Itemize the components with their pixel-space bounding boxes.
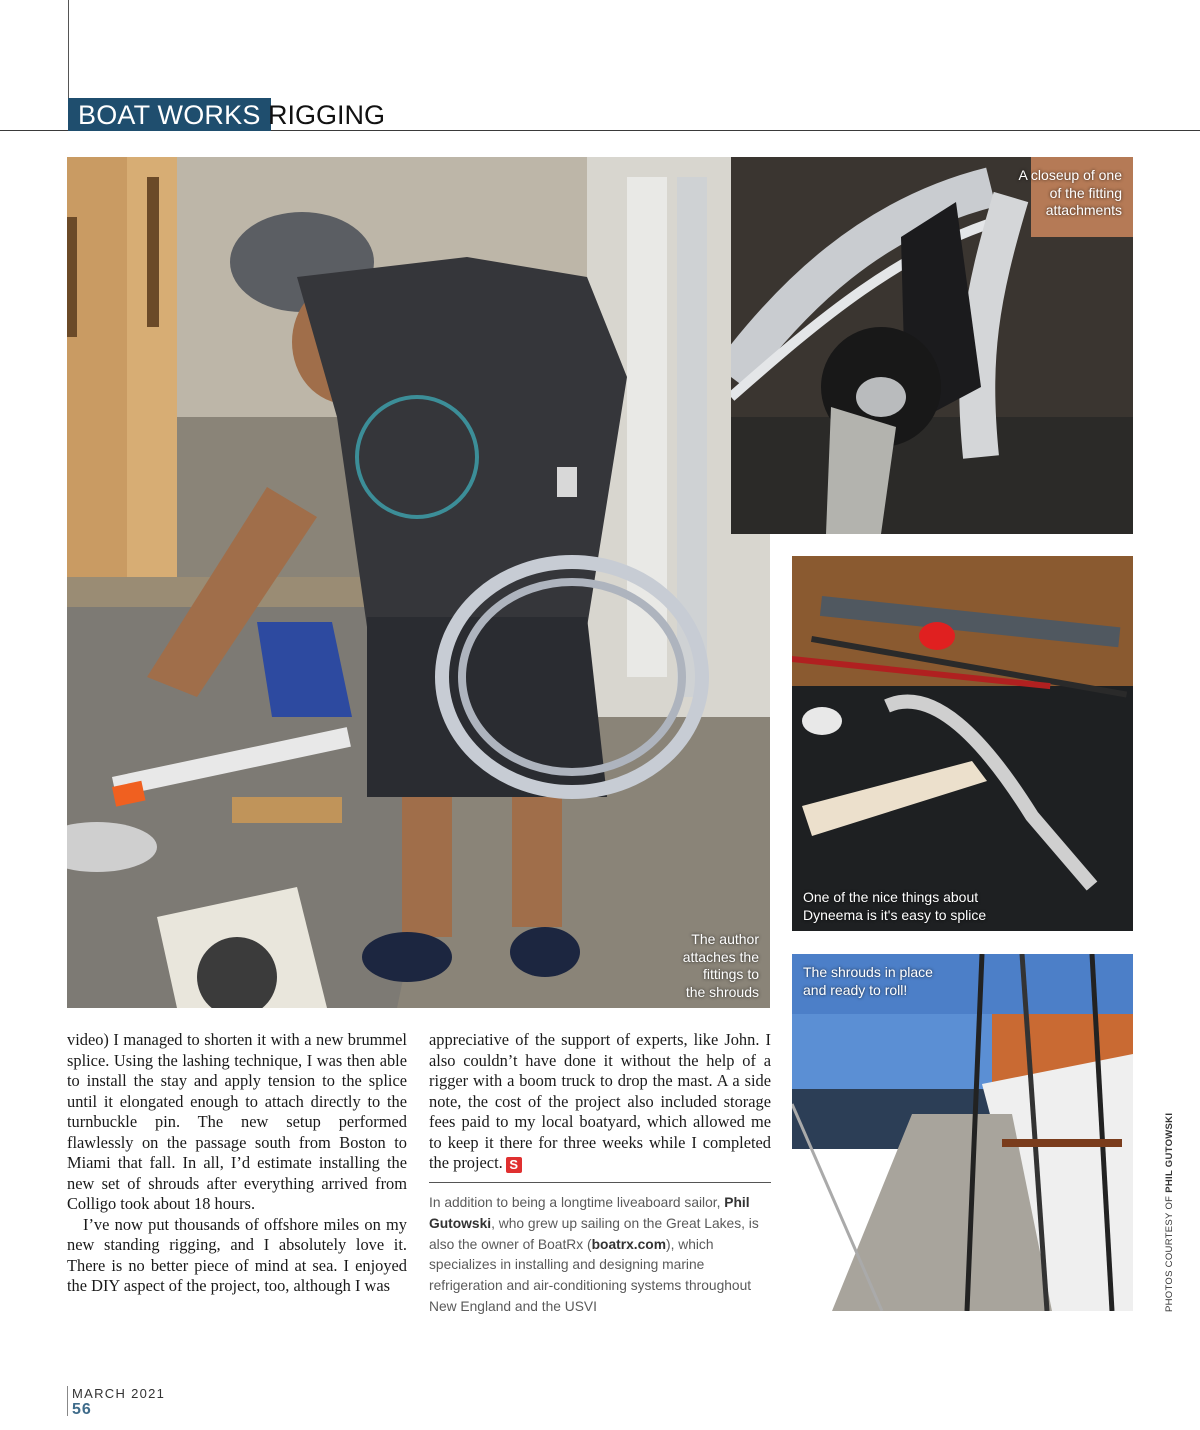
paragraph-text: appreciative of the support of experts, like John. I also couldn’t have done it without the help of a rigger with a boom truck to drop the mast. A a side note, the cost of the project also included storage fees paid to my local boatyard, which allowed me to keep it there for three weeks while I completed the project. [429, 1030, 771, 1172]
paragraph [429, 1030, 771, 1174]
caption-line: attaches the [682, 948, 759, 965]
caption-line: The author [691, 931, 759, 947]
page-number: 56 [72, 1401, 92, 1418]
splice-photo [792, 556, 1133, 931]
section-topic: RIGGING [268, 100, 386, 130]
main-photo-caption [609, 931, 759, 1001]
website-name: boatrx.com [591, 1236, 666, 1252]
credit-name: PHIL GUTOWSKI [1164, 1112, 1175, 1193]
caption-line: and ready to roll! [803, 981, 908, 998]
end-of-article-mark: S [506, 1157, 522, 1173]
top-vertical-rule [68, 0, 69, 98]
photo-credit [1162, 1112, 1178, 1312]
footer-rule [67, 1386, 68, 1416]
section-badge: BOAT WORKS [68, 98, 271, 131]
bio-divider [429, 1182, 771, 1183]
closeup-photo-caption [960, 167, 1122, 220]
bio-text: ), which specializes in installing and designing marine refrigeration and air-conditioning systems throughout New England and the USVI [429, 1236, 752, 1314]
caption-line: fittings to [702, 966, 759, 982]
article-column-2 [429, 1030, 771, 1174]
shrouds-photo-caption [803, 964, 1123, 999]
splice-photo-caption [803, 889, 1123, 924]
author-bio [429, 1193, 774, 1318]
caption-line: of the fitting [1049, 184, 1122, 201]
caption-line: Dyneema is it's easy to splice [803, 906, 987, 923]
shrouds-photo [792, 954, 1133, 1311]
caption-line: the shrouds [685, 983, 759, 1000]
paragraph: I’ve now put thousands of offshore miles on my new standing rigging, and I absolutely love it. There is no better piece of mind at sea. I enjoyed the DIY aspect of the project, too, although I was [67, 1214, 407, 1295]
bio-text: In addition to being a longtime liveaboard sailor, [429, 1195, 725, 1210]
credit-prefix: PHOTOS COURTESY OF [1164, 1192, 1175, 1312]
paragraph: video) I managed to shorten it with a new brummel splice. Using the lashing technique, I was then able to install the stay and apply tension to the splice until it elongated enough to attach directly to the turnbuckle pin. The new setup performed flawlessly on the passage south from Boston to Miami that fall. In all, I’d estimate installing the new set of shrouds after everything arrived from Colligo took about 18 hours. [67, 1030, 407, 1213]
bio-text: , who grew up sailing on the Great Lakes, is also the owner of BoatRx ( [429, 1215, 759, 1252]
caption-line: One of the nice things about [803, 889, 979, 905]
article-column-1 [67, 1030, 407, 1297]
caption-line: A closeup of one [1018, 167, 1122, 183]
caption-line: attachments [1045, 202, 1122, 218]
issue-date: MARCH 2021 [72, 1386, 166, 1401]
main-photo [67, 157, 770, 1008]
author-name: Phil Gutowski [429, 1195, 750, 1231]
caption-line: The shrouds in place [803, 964, 933, 980]
